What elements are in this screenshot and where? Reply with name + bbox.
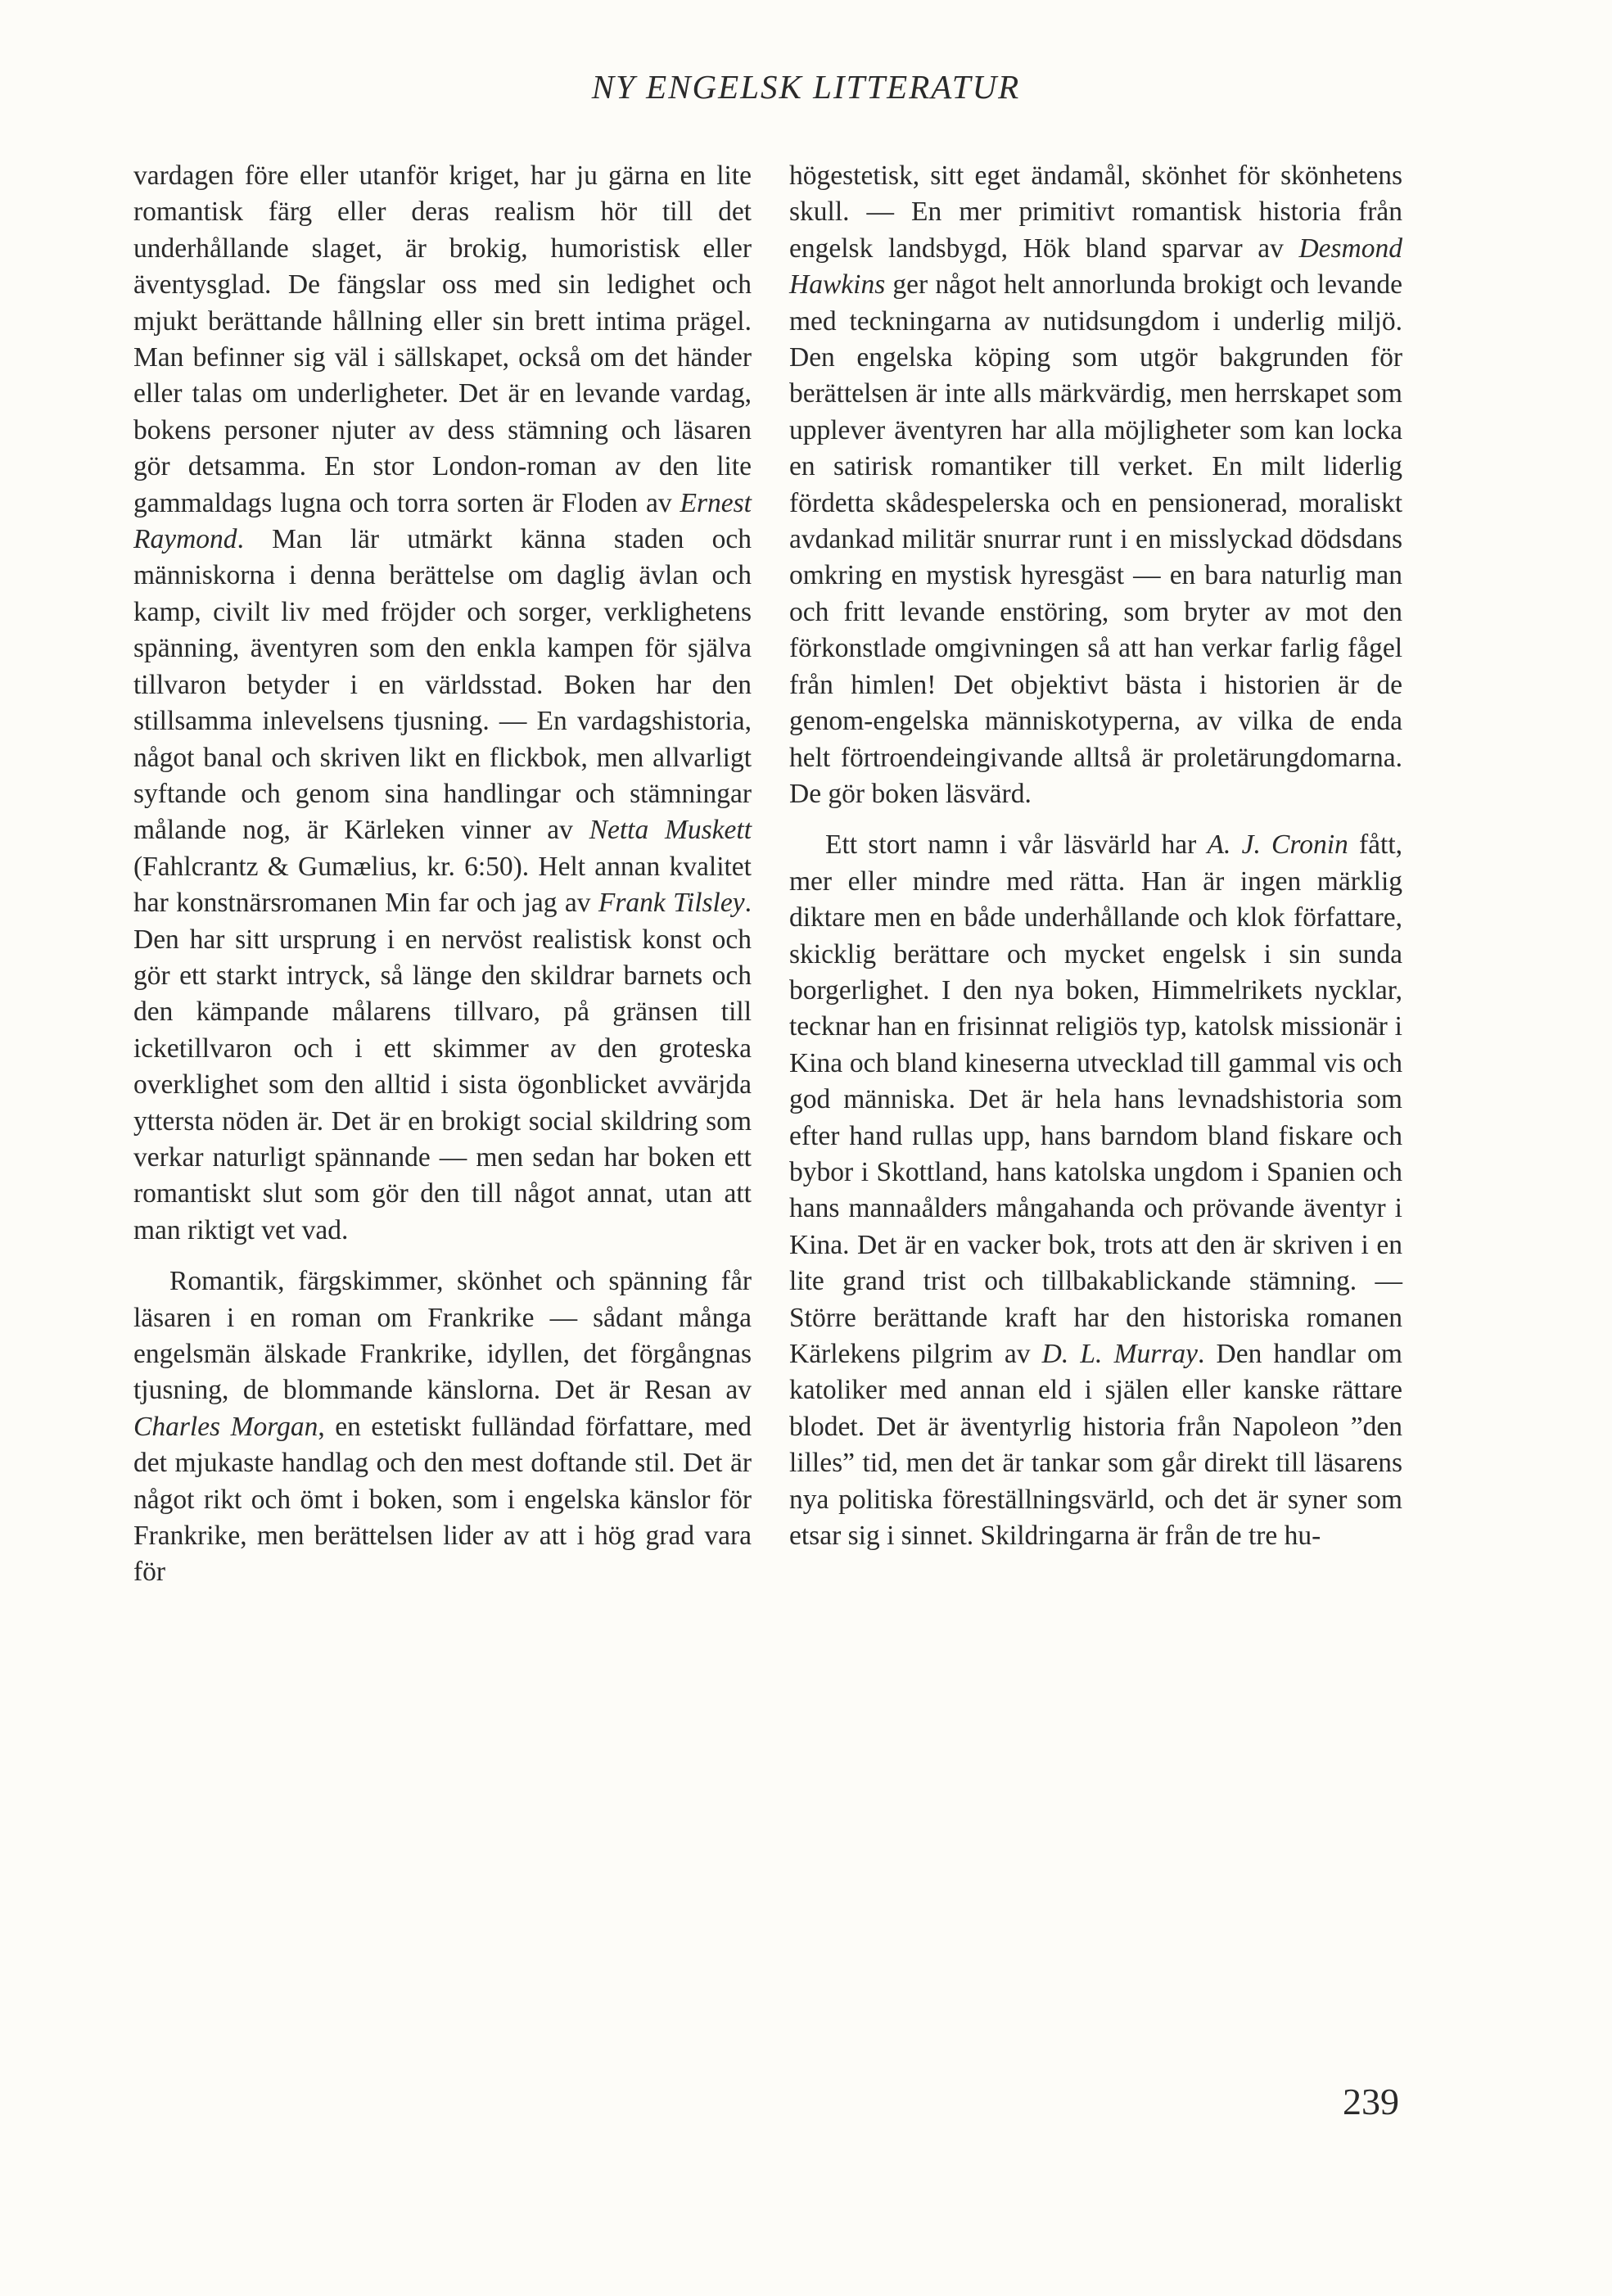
paragraph (133, 158, 752, 1249)
running-header: NY ENGELSK LITTERATUR (591, 68, 1021, 106)
author-name: D. L. Murray (1041, 1339, 1198, 1369)
paragraph (789, 827, 1402, 1554)
author-name: Charles Morgan (133, 1411, 318, 1442)
author-name: Desmond Hawkins (789, 233, 1402, 301)
text-run: ger något helt annorlunda brokigt och levande med teckningarna av nutidsungdom i underlig miljö. Den engelska köping som utgör bakgrunden för berättelsen är inte alls märkvärdig, men herrskapet som upplever äventyren har alla möjligheter som kan locka en satirisk romantiker till verket. En milt liderlig fördetta skådespelerska och en pensionerad, moraliskt avdankad militär snurrar runt i en misslyckad dödsdans omkring en mystisk hyresgäst — en bara naturlig man och fritt levande enstöring, som bryter av mot den förkonstlade omgivningen så att han verkar farlig fågel från himlen! Det objektivt bästa i historien är de genom-engelska människotyperna, av vilka de enda helt förtroendeingivande alltså är proletärungdomarna. De gör boken läsvärd. (789, 269, 1402, 809)
text-run: fått, mer eller mindre med rätta. Han är ingen märklig diktare men en både underhållande och klok författare, skicklig berättare och mycket engelsk i sin sunda borgerlighet. I den nya boken, Himmelrikets nycklar, tecknar han en frisinnat religiös typ, katolsk missionär i Kina och bland kineserna utvecklad till gammal vis och god människa. Det är hela hans levnadshistoria som efter hand rullas upp, hans barndom bland fiskare och bybor i Skottland, hans katolska ungdom i Spanien och hans mannaålders mångahanda och prövande äventyr i Kina. Det är en vacker bok, trots att den är skriven i en lite grand trist och tillbakablickande stämning. — Större berättande kraft har den historiska romanen Kärlekens pilgrim av (789, 829, 1403, 1369)
right-column (789, 158, 1402, 1554)
text-run: , en estetiskt fulländad författare, med det mjukaste handlag och den mest doftande stil. Det är något rikt och ömt i boken, som i engelska känslor för Frankrike, men berättelsen lider av att i hög grad vara för (133, 1411, 752, 1588)
paragraph (789, 158, 1402, 812)
left-column (133, 158, 752, 1591)
text-run: . Den har sitt ursprung i en nervöst realistisk konst och gör ett starkt intryck, så länge den skildrar barnets och den kämpande målarens tillvaro, på gränsen till icketillvaron och i ett skimmer av den groteska overklighet som den alltid i sista ögonblicket avvärjda yttersta nöden är. Det är en brokigt social skildring som verkar naturligt spännande — men sedan har boken ett romantiskt slut som gör den till något annat, utan att man riktigt vet vad. (133, 888, 752, 1245)
text-run: Romantik, färgskimmer, skönhet och spänning får läsaren i en roman om Frankrike — sådant många engelsmän älskade Frankrike, idyllen, det förgångnas tjusning, de blommande känslorna. Det är Resan av (133, 1266, 752, 1406)
paragraph (133, 1263, 752, 1591)
text-run: högestetisk, sitt eget ändamål, skönhet för skönhetens skull. — En mer primitivt romantisk historia från engelsk landsbygd, Hök bland sparvar av (789, 160, 1402, 264)
author-name: Frank Tilsley (598, 888, 745, 919)
page-number: 239 (1343, 2081, 1399, 2122)
text-run: vardagen före eller utanför kriget, har ju gärna en lite romantisk färg eller deras realism hör till det underhållande slaget, är brokig, humoristisk eller äventysglad. De fängslar oss med sin ledighet och mjukt berättande hållning eller sin brett intima prägel. Man befinner sig väl i sällskapet, också om det händer eller talas om underligheter. Det är en levande vardag, bokens personer njuter av dess stämning och läsaren gör detsamma. En stor London-roman av den lite gammaldags lugna och torra sorten är Floden av (133, 160, 752, 518)
author-name: Netta Muskett (589, 815, 752, 846)
author-name: Ernest Raymond (133, 487, 752, 555)
text-run: . Den handlar om katoliker med annan eld i själen eller kanske rättare blodet. Det är äventyrlig historia från Napoleon ”den lilles” tid, men det är tankar som går direkt till läsarens nya politiska föreställningsvärld, och det är syner som etsar sig i sinnet. Skildringarna är från de tre hu- (789, 1339, 1402, 1552)
text-run: (Fahlcrantz & Gumælius, kr. 6:50). Helt annan kvalitet har konstnärsromanen Min far och jag av (133, 851, 752, 919)
text-run: Ett stort namn i vår läsvärld har (825, 829, 1208, 861)
text-run: . Man lär utmärkt känna staden och människorna i denna berättelse om daglig ävlan och kamp, civilt liv med fröjder och sorger, verklighetens spänning, äventyren som den enkla kampen för själva tillvaron betyder i en världsstad. Boken har den stillsamma inlevelsens tjusning. — En vardagshistoria, något banal och skriven likt en flickbok, men allvarligt syftande och genom sina handlingar och stämningar målande nog, är Kärleken vinner av (133, 524, 752, 846)
author-name: A. J. Cronin (1207, 829, 1348, 861)
